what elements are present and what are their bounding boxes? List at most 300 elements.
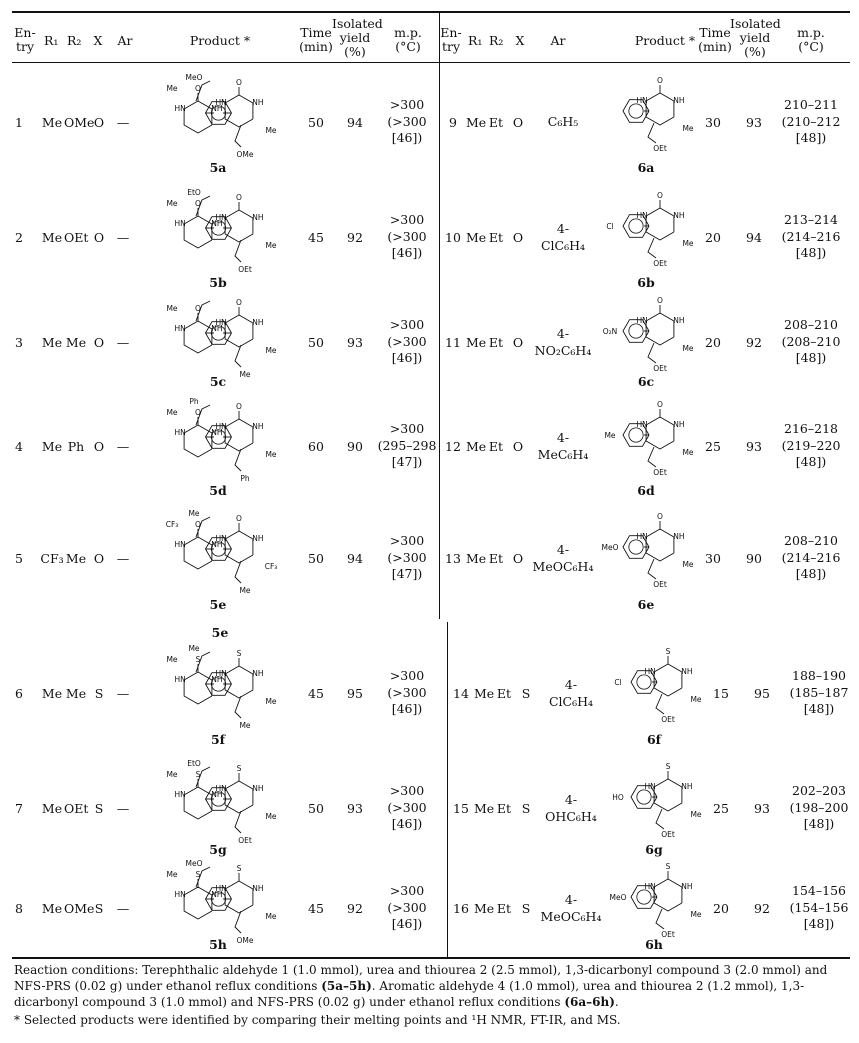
cell-r2: OMe — [64, 901, 95, 916]
cell-x: S — [94, 901, 104, 916]
cell-x: O — [512, 230, 524, 245]
ring-nh-m: NH — [673, 96, 685, 105]
cell-time: 30 — [705, 551, 721, 566]
cell-r1: Me — [41, 335, 63, 350]
cell-ar: 4- MeC₆H₄ — [537, 430, 589, 462]
cell-entry: 9 — [449, 115, 457, 130]
cell-x: S — [94, 686, 104, 701]
ring-methyl: Me — [682, 448, 694, 457]
ring-hn-a: HN — [174, 790, 186, 799]
cell-r2: OEt — [64, 801, 89, 816]
ring-heteroatom-a: O — [195, 304, 201, 313]
structure-svg-6h — [604, 862, 714, 939]
cell-r1: Me — [466, 115, 487, 130]
cell-ar: 4- NO₂C₆H₄ — [534, 326, 592, 358]
column-separator-lower — [447, 622, 448, 957]
cell-entry: 2 — [15, 230, 23, 245]
upper-substituent: Ph — [189, 397, 199, 406]
compound-label: 6c — [637, 374, 655, 389]
lower-methyl: CF₃ — [264, 562, 278, 571]
ring-hn-a: HN — [174, 890, 186, 899]
cell-mp: >300 (>300 [47]) — [387, 533, 427, 581]
lower-substituent: OMe — [236, 936, 254, 945]
cell-time: 50 — [308, 551, 324, 566]
lower-methyl: Me — [265, 241, 277, 250]
cell-entry: 7 — [15, 801, 23, 816]
ring-nh-a: NH — [211, 428, 223, 437]
ring-hn-m: HN — [636, 420, 648, 429]
cell-mp: 210–211 (210–212 [48]) — [781, 97, 841, 145]
compound-structure-5b — [136, 183, 301, 273]
compound-structure-6d — [596, 393, 706, 481]
structure-svg-6a — [596, 68, 706, 158]
pyrimidine-ring-m — [646, 93, 674, 125]
upper-substituent: MeO — [185, 859, 203, 868]
ring-heteroatom-a: O — [195, 408, 201, 417]
ester-bond — [656, 909, 664, 929]
cell-r2: Me — [65, 686, 87, 701]
cell-time: 20 — [705, 335, 721, 350]
compound-structure-6h — [604, 862, 714, 939]
para-substituent: MeO — [609, 893, 627, 902]
cell-r2: Et — [488, 551, 504, 566]
compound-label: 6a — [637, 160, 655, 175]
ring-nh-m: NH — [673, 420, 685, 429]
cell-r1: Me — [466, 230, 487, 245]
lower-methyl: Me — [265, 450, 277, 459]
ring-nh-a: NH — [211, 540, 223, 549]
ring-hn-a: HN — [174, 540, 186, 549]
ring-heteroatom-m: O — [657, 512, 663, 521]
cell-entry: 15 — [453, 801, 469, 816]
compound-structure-5f — [136, 638, 301, 730]
extra-compound-label: 5e — [211, 625, 229, 640]
structure-svg-6g — [604, 758, 714, 840]
ester-group: OEt — [661, 930, 675, 939]
pyrimidine-ring-b — [225, 95, 253, 127]
cell-time: 15 — [713, 686, 729, 701]
cell-yield: 93 — [754, 801, 770, 816]
pyrimidine-ring-m — [646, 529, 674, 561]
cell-entry: 8 — [15, 901, 23, 916]
table-top-rule — [12, 11, 850, 13]
pyrimidine-ring-m — [646, 417, 674, 449]
column-header-right-2: R₂ — [489, 33, 504, 48]
cell-r2: Et — [488, 335, 504, 350]
cell-time: 20 — [705, 230, 721, 245]
cell-yield: 93 — [746, 439, 762, 454]
cell-yield: 94 — [746, 230, 762, 245]
cell-r2: OMe — [64, 115, 95, 130]
compound-label: 5a — [209, 160, 227, 175]
ester-bond — [648, 559, 656, 579]
cell-entry: 11 — [445, 335, 461, 350]
upper-substituent: MeO — [185, 73, 203, 82]
pyrimidine-ring-m — [654, 779, 682, 811]
para-substituent: Cl — [606, 222, 614, 231]
ring-nh-m: NH — [681, 782, 693, 791]
cell-ar: 4- MeOC₆H₄ — [532, 542, 594, 574]
cell-yield: 90 — [347, 439, 363, 454]
ring-nh-b: NH — [252, 213, 264, 222]
upper-methyl: Me — [166, 770, 178, 779]
column-header-left-1: R₁ — [44, 33, 59, 48]
upper-methyl: Me — [166, 870, 178, 879]
structure-svg-5d — [136, 393, 301, 481]
cell-mp: 154–156 (154–156 [48]) — [789, 883, 849, 931]
footnote-label-1: (5a–5h) — [321, 979, 372, 993]
cell-x: O — [512, 439, 524, 454]
structure-svg-5c — [136, 294, 301, 379]
compound-label: 6e — [637, 597, 655, 612]
ester-group: OEt — [653, 259, 667, 268]
cell-mp: >300 (>300 [46]) — [387, 783, 427, 831]
footnote-note: * Selected products were identified by comparing their melting points and ¹H NMR, FT-IR, and MS. — [14, 1013, 621, 1027]
ring-hn-m: HN — [636, 96, 648, 105]
column-header-right-1: R₁ — [468, 33, 483, 48]
cell-r2: Me — [65, 551, 87, 566]
column-header-right-4: Ar — [550, 33, 566, 48]
cell-yield: 90 — [746, 551, 762, 566]
column-header-right-5: Product * — [634, 33, 696, 48]
lower-carbonyl-bond — [235, 811, 241, 833]
compound-structure-6f — [604, 638, 714, 730]
para-substituent: Me — [604, 431, 616, 440]
pyrimidine-ring-b — [225, 210, 253, 242]
cell-x: O — [512, 551, 524, 566]
ring-hn-b: HN — [215, 98, 227, 107]
upper-methyl: Me — [166, 84, 178, 93]
compound-label: 5e — [209, 597, 227, 612]
cell-yield: 93 — [347, 335, 363, 350]
lower-carbonyl-bond — [235, 345, 241, 367]
ester-group: OEt — [653, 580, 667, 589]
ring-heteroatom-b: O — [236, 298, 242, 307]
compound-label: 6f — [646, 732, 662, 747]
aryl-benzene-aromatic — [629, 104, 643, 118]
cell-time: 45 — [308, 686, 324, 701]
ring-heteroatom-m: O — [657, 400, 663, 409]
cell-mp: >300 (295–298 [47]) — [377, 421, 437, 469]
ring-heteroatom-m: S — [665, 862, 671, 871]
cell-r1: Me — [466, 551, 487, 566]
cell-time: 50 — [308, 335, 324, 350]
cell-entry: 13 — [445, 551, 461, 566]
cell-x: S — [94, 801, 104, 816]
ring-nh-m: NH — [673, 316, 685, 325]
cell-yield: 93 — [746, 115, 762, 130]
table-footnote: Reaction conditions: Terephthalic aldehyde 1 (1.0 mmol), urea and thiourea 2 (2.5 mmol), 1,3-dicarbonyl compound 3 (2.0 mmol) and NFS-PRS (0.02 g) under ethanol reflux conditions (5a–5h). Aromatic aldehyde 4 (1.0 mmol), urea and thiourea 2 (1.2 mmol), 1,3-dicarbonyl compound 3 (1.0 mmol) and NFS-PRS (0.02 g) under ethanol reflux conditions (6a–6h). * Selected products were identified by comparing their melting points and ¹H NMR, FT-IR, and MS. — [14, 962, 850, 1028]
ring-heteroatom-m: O — [657, 191, 663, 200]
ring-hn-m: HN — [636, 211, 648, 220]
ester-bond — [648, 238, 656, 258]
ester-bond — [656, 694, 664, 714]
compound-label: 5c — [209, 374, 227, 389]
cell-time: 60 — [308, 439, 324, 454]
lower-substituent: OEt — [238, 265, 252, 274]
para-substituent: Cl — [614, 678, 622, 687]
pyrimidine-ring-m — [646, 313, 674, 345]
compound-structure-5g — [136, 758, 301, 845]
upper-substituent: EtO — [187, 188, 201, 197]
cell-r1: Me — [474, 901, 495, 916]
cell-yield: 93 — [347, 801, 363, 816]
cell-yield: 95 — [347, 686, 363, 701]
upper-substituent: Me — [188, 644, 200, 653]
cell-time: 25 — [705, 439, 721, 454]
ring-hn-a: HN — [174, 219, 186, 228]
cell-r2: Me — [65, 335, 87, 350]
ring-heteroatom-a: S — [195, 770, 201, 779]
aryl-benzene-aromatic — [629, 428, 643, 442]
ring-hn-b: HN — [215, 784, 227, 793]
cell-time: 25 — [713, 801, 729, 816]
cell-time: 50 — [308, 115, 324, 130]
column-header-left-8: m.p. (°C) — [394, 25, 422, 54]
lower-substituent: Me — [239, 721, 251, 730]
cell-r2: Et — [488, 115, 504, 130]
cell-time: 45 — [308, 230, 324, 245]
ring-heteroatom-a: O — [195, 520, 201, 529]
ester-bond — [656, 809, 664, 829]
cell-r1: Me — [41, 686, 63, 701]
compound-label: 5b — [209, 275, 227, 290]
para-substituent: HO — [612, 793, 624, 802]
cell-x: O — [93, 230, 105, 245]
ring-nh-a: NH — [211, 104, 223, 113]
cell-x: S — [521, 901, 531, 916]
column-header-left-6: Time (min) — [299, 25, 333, 54]
ring-methyl: Me — [690, 910, 702, 919]
cell-yield: 94 — [347, 551, 363, 566]
cell-ar: — — [116, 686, 130, 701]
cell-entry: 10 — [445, 230, 461, 245]
pyrimidine-ring-b — [225, 315, 253, 347]
ester-group: OEt — [653, 364, 667, 373]
ring-methyl: Me — [682, 344, 694, 353]
cell-mp: >300 (>300 [46]) — [387, 668, 427, 716]
cell-yield: 94 — [347, 115, 363, 130]
compound-structure-5d — [136, 393, 301, 481]
lower-substituent: Ph — [240, 474, 250, 483]
structure-svg-6b — [596, 183, 706, 273]
pyrimidine-ring-m — [646, 208, 674, 240]
ring-hn-m: HN — [636, 532, 648, 541]
compound-label: 5d — [209, 483, 227, 498]
ring-nh-a: NH — [211, 890, 223, 899]
ring-methyl: Me — [690, 695, 702, 704]
column-header-left-2: R₂ — [67, 33, 82, 48]
table-header-rule — [12, 62, 850, 63]
pyrimidine-ring-b — [225, 881, 253, 913]
cell-x: S — [521, 801, 531, 816]
lower-substituent: OMe — [236, 150, 254, 159]
cell-r1: Me — [41, 230, 63, 245]
para-substituent: MeO — [601, 543, 619, 552]
upper-methyl: Me — [166, 408, 178, 417]
lower-carbonyl-bond — [235, 696, 241, 718]
structure-svg-5b — [136, 183, 301, 273]
column-header-left-3: X — [93, 33, 103, 48]
ring-hn-m: HN — [644, 782, 656, 791]
cell-yield: 92 — [746, 335, 762, 350]
aryl-benzene-aromatic — [637, 790, 651, 804]
cell-time: 45 — [308, 901, 324, 916]
ring-heteroatom-m: O — [657, 296, 663, 305]
ring-hn-a: HN — [174, 428, 186, 437]
ring-methyl: Me — [682, 124, 694, 133]
column-separator — [439, 11, 440, 619]
cell-ar: C₆H₅ — [547, 114, 579, 129]
ring-heteroatom-m: S — [665, 647, 671, 656]
ring-heteroatom-m: S — [665, 762, 671, 771]
footnote-conditions-1: Reaction conditions: Terephthalic aldehyde 1 (1.0 mmol), urea and thiourea 2 (2.5 mmol), 1,3-dicarbonyl compound 3 (2.0 mmol) and NFS-PRS (0.02 g) under ethanol reflux conditions — [14, 963, 828, 993]
cell-mp: 213–214 (214–216 [48]) — [781, 212, 841, 260]
lower-carbonyl-bond — [235, 561, 241, 583]
lower-methyl: Me — [265, 126, 277, 135]
ester-bond — [648, 447, 656, 467]
ester-bond — [648, 123, 656, 143]
cell-x: O — [512, 115, 524, 130]
pyrimidine-ring-m — [654, 664, 682, 696]
cell-r1: Me — [474, 801, 495, 816]
cell-yield: 92 — [347, 230, 363, 245]
column-header-right-3: X — [515, 33, 525, 48]
ring-nh-b: NH — [252, 884, 264, 893]
lower-carbonyl-bond — [235, 911, 241, 933]
cell-ar: — — [116, 439, 130, 454]
cell-entry: 14 — [453, 686, 469, 701]
cell-x: O — [93, 115, 105, 130]
column-header-left-4: Ar — [117, 33, 133, 48]
footnote-conditions-2: . Aromatic aldehyde 4 (1.0 mmol), urea and thiourea 2 (1.2 mmol), 1,3-dicarbonyl compound 3 (1.0 mmol) and NFS-PRS (0.02 g) under ethanol reflux conditions — [14, 979, 805, 1009]
cell-r2: Et — [488, 230, 504, 245]
ring-nh-a: NH — [211, 324, 223, 333]
column-header-right-0: En- try — [440, 25, 462, 54]
ring-hn-a: HN — [174, 104, 186, 113]
cell-ar: — — [116, 115, 130, 130]
lower-methyl: Me — [265, 697, 277, 706]
compound-label: 5h — [209, 937, 227, 952]
ring-heteroatom-b: O — [236, 514, 242, 523]
cell-x: O — [93, 439, 105, 454]
cell-ar: 4- ClC₆H₄ — [548, 677, 594, 709]
cell-x: O — [93, 335, 105, 350]
compound-structure-6b — [596, 183, 706, 273]
aryl-benzene-aromatic — [637, 890, 651, 904]
compound-structure-5e — [136, 503, 301, 595]
ring-hn-b: HN — [215, 213, 227, 222]
ring-nh-b: NH — [252, 534, 264, 543]
pyrimidine-ring-b — [225, 531, 253, 563]
structure-svg-6f — [604, 638, 714, 730]
cell-r1: Me — [41, 801, 63, 816]
structure-svg-5g — [136, 758, 301, 845]
cell-r1: Me — [41, 439, 63, 454]
structure-svg-6c — [596, 294, 706, 372]
pyrimidine-ring-b — [225, 666, 253, 698]
cell-entry: 5 — [15, 551, 23, 566]
para-substituent: O₂N — [602, 327, 618, 336]
compound-label: 5f — [210, 732, 226, 747]
ester-group: OEt — [653, 144, 667, 153]
compound-label: 6d — [637, 483, 655, 498]
cell-time: 20 — [713, 901, 729, 916]
cell-r2: Et — [496, 801, 512, 816]
ester-group: OEt — [653, 468, 667, 477]
compound-label: 6g — [645, 842, 663, 857]
upper-methyl: Me — [166, 304, 178, 313]
cell-yield: 92 — [347, 901, 363, 916]
cell-mp: >300 (>300 [46]) — [387, 317, 427, 365]
cell-r1: Me — [41, 901, 63, 916]
ring-nh-b: NH — [252, 422, 264, 431]
cell-entry: 6 — [15, 686, 23, 701]
ring-hn-b: HN — [215, 422, 227, 431]
ring-nh-b: NH — [252, 784, 264, 793]
ring-nh-b: NH — [252, 669, 264, 678]
upper-methyl: Me — [166, 199, 178, 208]
ring-heteroatom-a: O — [195, 84, 201, 93]
cell-time: 50 — [308, 801, 324, 816]
compound-structure-5c — [136, 294, 301, 379]
structure-svg-5f — [136, 638, 301, 730]
ring-heteroatom-b: O — [236, 78, 242, 87]
column-header-left-7: Isolated yield (%) — [332, 16, 383, 59]
aryl-benzene-aromatic — [629, 324, 643, 338]
cell-ar: — — [116, 335, 130, 350]
cell-r2: OEt — [64, 230, 89, 245]
ring-heteroatom-a: S — [195, 655, 201, 664]
upper-substituent: Me — [188, 509, 200, 518]
structure-svg-5a — [136, 68, 301, 158]
lower-methyl: Me — [265, 912, 277, 921]
cell-entry: 1 — [15, 115, 23, 130]
lower-carbonyl-bond — [235, 449, 241, 471]
ring-heteroatom-b: S — [236, 649, 242, 658]
cell-r1: Me — [474, 686, 495, 701]
ring-hn-m: HN — [644, 667, 656, 676]
structure-svg-5e — [136, 503, 301, 595]
ring-hn-b: HN — [215, 884, 227, 893]
table-bottom-rule — [12, 957, 850, 959]
ring-hn-a: HN — [174, 324, 186, 333]
ring-heteroatom-b: O — [236, 402, 242, 411]
structure-svg-6e — [596, 503, 706, 595]
cell-time: 30 — [705, 115, 721, 130]
ring-hn-m: HN — [644, 882, 656, 891]
ring-nh-b: NH — [252, 318, 264, 327]
cell-entry: 4 — [15, 439, 23, 454]
ring-heteroatom-b: S — [236, 764, 242, 773]
cell-r2: Et — [496, 901, 512, 916]
cell-r2: Ph — [67, 439, 85, 454]
column-header-right-7: Isolated yield (%) — [730, 16, 781, 59]
pyrimidine-ring-b — [225, 781, 253, 813]
structure-svg-6d — [596, 393, 706, 481]
lower-methyl: Me — [265, 346, 277, 355]
cell-r1: Me — [466, 335, 487, 350]
lower-substituent: Me — [239, 586, 251, 595]
cell-r1: Me — [41, 115, 63, 130]
compound-label: 6b — [637, 275, 655, 290]
cell-ar: 4- ClC₆H₄ — [540, 221, 586, 253]
column-header-left-0: En- try — [14, 25, 36, 54]
cell-yield: 92 — [754, 901, 770, 916]
pyrimidine-ring-m — [654, 879, 682, 911]
ring-hn-m: HN — [636, 316, 648, 325]
ester-group: OEt — [661, 830, 675, 839]
